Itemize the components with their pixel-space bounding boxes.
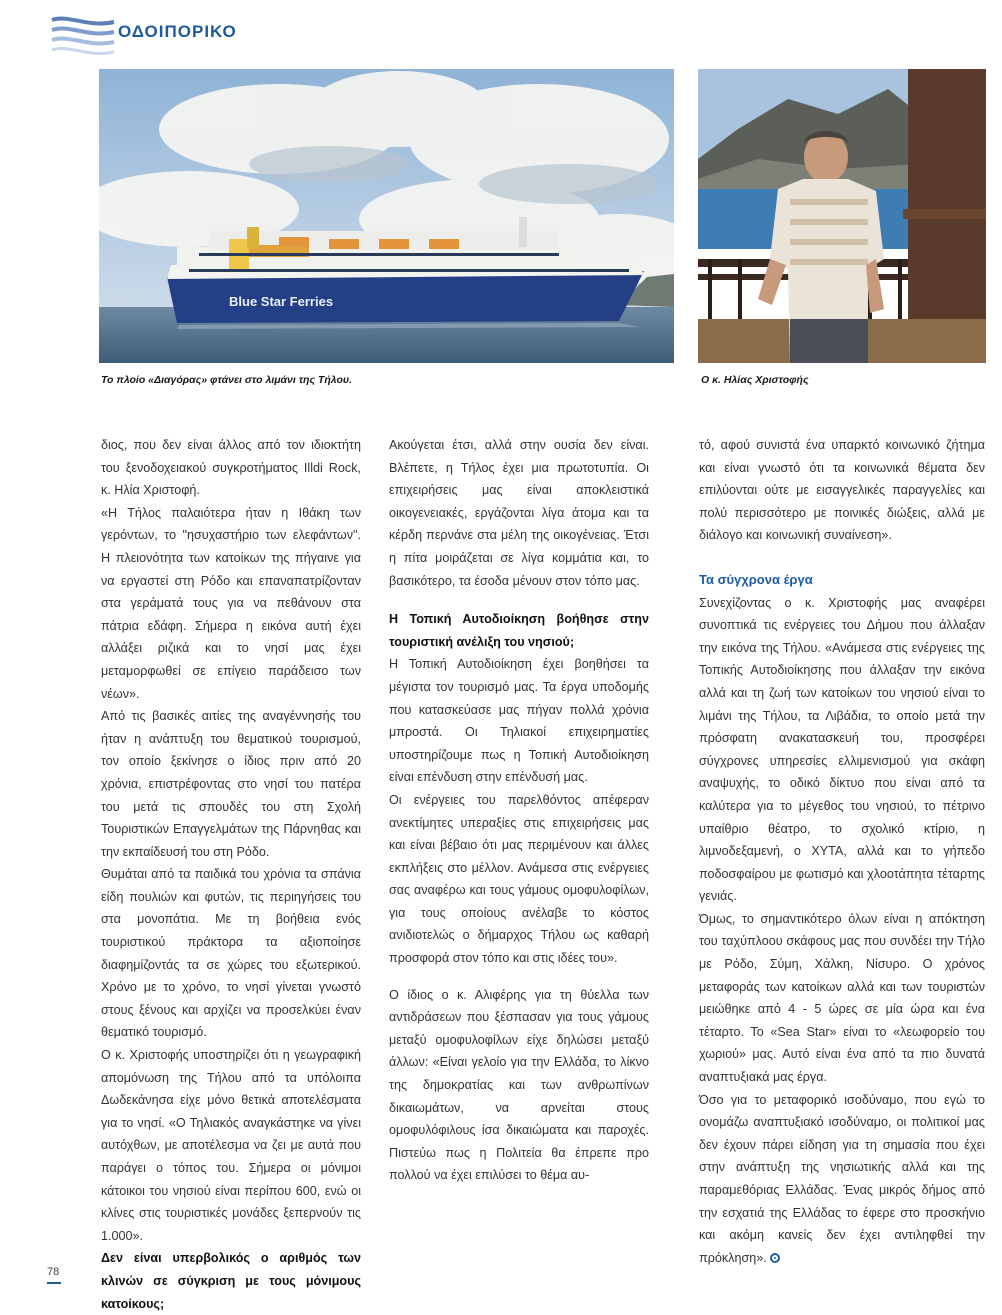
paragraph: Συνεχίζοντας ο κ. Χριστοφής μας αναφέρει συνοπτικά τις ενέργειες του Δήμου που άλλαξαν την εικόνα της Τήλου. «Ανάμεσα στις ενέργειες της Τοπικής Αυτοδιοίκησης που άλλαξαν την εικόνα αλλά και τη ζωή των κατοίκων του νησιού είναι το λιμάνι της Τήλου, τα Λιβάδια, το οποίο μετά την πρόσφατη ανακατασκευή του, προσφέρει σύγχρονες υπηρεσίες ελλιμενισμού για σκάφη αναψυχής, το οδικό δίκτυο που είναι από τα καλύτερα για το μέγεθος του νησιού, το πέτρινο υπαίθριο θέατρο, το σχολικό κτίριο, η λιμνοδεξαμενή, ο ΧΥΤΑ, αλλά και το γήπεδο ποδοσφαίρου με φωτισμό και χλοοτάπητα τέταρτης γενιάς. (699, 595, 985, 904)
paragraph (699, 1089, 985, 1270)
wave-logo-icon (48, 12, 118, 60)
page-number: 78 (47, 1266, 60, 1278)
interview-question: Δεν είναι υπερβολικός ο αριθμός των κλινών σε σύγκριση με τους μόνιμους κατοίκους; (101, 1251, 361, 1311)
end-of-article-icon (770, 1253, 780, 1263)
paragraph-text: Όσο για το μεταφορικό ισοδύναμο, που εγώ το ονομάζω αναπτυξιακό ισοδύναμο, οι πολιτικοί μας δεν έχουν πάρει είδηση για τη σημασία που έχει στην ανάπτυξη της νησιωτικής αλλά και της παραμεθόριας Ελλάδας. Ένας μικρός δήμος από την εσχατιά της Ελλάδας το έφερε στο προσκήνιο και ακόμη κανείς δεν έχει αντιληφθεί την πρόκληση». (699, 1092, 985, 1265)
text-column-2 (389, 434, 649, 1187)
paragraph: Οι ενέργειες του παρελθόντος απέφεραν ανεκτίμητες υπεραξίες στις επιχειρήσεις μας και είναι βέβαιο ότι μας περιμένουν και άλλες εκπλήξεις στο μέλλον. Ανάμεσα στις ενέργειες σας αναφέρω και τους γάμους ομοφυλοφίλων, για τους οποίους ανέλαβε το κόστος ανιδιοτελώς ο δήμαρχος Τήλου ως καθαρή προσφορά στον τόπο και στις ιδέες του». (389, 792, 649, 966)
paragraph: Η Τοπική Αυτοδιοίκηση έχει βοηθήσει τα μέγιστα τον τουρισμό μας. Τα έργα υποδομής που κατασκεύασε μας πήγαν πολλά χρόνια μπροστά. Οι Τηλιακοί επιχειρηματίες υποστηρίζουμε πως η Τοπική Αυτοδιοίκηση είναι επένδυση στην επένδυσή μας. (389, 657, 649, 785)
text-column-1 (101, 434, 361, 1315)
footer-divider (47, 1282, 61, 1284)
portrait-photo (698, 69, 986, 363)
paragraph: Από τις βασικές αιτίες της αναγέννησής του ήταν η ανάπτυξη του θεματικού τουρισμού, τον οποίο ξεκίνησε ο ίδιος πριν από 20 χρόνια, επιστρέφοντας στο νησί του πατέρα του μετά τις σπουδές του στη Σχολή Τουριστικών Επαγγελμάτων της Πάρνηθας και την εκπαίδευσή του στη Ρόδο. (101, 709, 361, 859)
paragraph: Ο κ. Χριστοφής υποστηρίζει ότι η γεωγραφική απομόνωση της Τήλου από τα υπόλοιπα Δωδεκάνησα είχε μόνο θετικά αποτελέσματα για το νησί. «Ο Τηλιακός αναγκάστηκε να γίνει αυτόχθων, με αποτέλεσμα να ζει με αυτά που παράγει ο τόπος του. Σήμερα οι μόνιμοι κάτοικοι του νησιού είναι περίπου 600, ενώ οι κλίνες στις τουριστικές μονάδες ξεπερνούν τις 1.000». (101, 1048, 361, 1243)
section-header (48, 12, 348, 62)
paragraph: τό, αφού συνιστά ένα υπαρκτό κοινωνικό ζήτημα και είναι γνωστό ότι τα κοινωνικά θέματα δεν επιλύονται ούτε με εισαγγελικές παραγγελίες και πολύ περισσότερο με ποινικές διώξεις, αλλά με διάλογο και κοινωνική συναίνεση». (699, 438, 985, 543)
section-title: ΟΔΟΙΠΟΡΙΚΟ (118, 22, 237, 41)
interview-question: Η Τοπική Αυτοδιοίκηση βοήθησε στην τουριστική ανέλιξη του νησιού; (389, 612, 649, 649)
ferry-photo (99, 69, 674, 363)
portrait-caption: Ο κ. Ηλίας Χριστοφής (701, 374, 809, 386)
paragraph: Ο ίδιος ο κ. Αλιφέρης για τη θύελλα των αντιδράσεων που ξέσπασαν για τους γάμους μεταξύ ομοφυλοφίλων είχε δηλώσει μεταξύ άλλων: «Είναι γελοίο για την Ελλάδα, το λίκνο της δημοκρατίας και των ανθρωπίνων δικαιωμάτων, να αρνείται στους ομοφυλόφιλους ίσα δικαιώματα και παροχές. Πιστεύω πως η Πολιτεία θα έπρεπε προ πολλού να έχει επιλύσει το θέμα αυ- (389, 987, 649, 1183)
paragraph: διος, που δεν είναι άλλος από τον ιδιοκτήτη του ξενοδοχειακού συγκροτήματος Illdi Rock, κ. Ηλία Χριστοφή. (101, 438, 361, 498)
subheading: Τα σύγχρονα έργα (699, 571, 813, 587)
paragraph: Θυμάται από τα παιδικά του χρόνια τα σπάνια είδη πουλιών και φυτών, τις περιηγήσεις του στα μονοπάτια. Με τη βοήθεια ενός τουριστικού πράκτορα τα αξιοποίησε διαφημίζοντάς τα σε χώρες του εξωτερικού. Χρόνο με το χρόνο, το νησί γίνεται γνωστό στους ξένους και αρχίζει να προσελκύει έναν θεματικό τουρισμό. (101, 867, 361, 1040)
paragraph: Όμως, το σημαντικότερο όλων είναι η απόκτηση του ταχύπλοου σκάφους μας που συνδέει την Τήλο με Ρόδο, Σύμη, Χάλκη, Νίσυρο. Ο χρόνος μεταφοράς των κατοίκων αλλά και των τουριστών μειώθηκε από 4 - 5 ώρες σε μία ώρα και ένα τέταρτο. Το «Sea Star» είναι το «λεωφορείο του χωριού» μας. Αυτό είναι ένα από τα πιο δυνατά αναπτυξιακά μας έργα. (699, 911, 985, 1085)
text-column-3 (699, 434, 985, 1269)
hull-text: Blue Star Ferries (229, 294, 334, 309)
ferry-caption: Το πλοίο «Διαγόρας» φτάνει στο λιμάνι της Τήλου. (101, 374, 352, 386)
paragraph: «Η Τήλος παλαιότερα ήταν η Ιθάκη των γερόντων, το "ησυχαστήριο των ελεφάντων". Η πλειονότητα των κατοίκων της πήγαινε για να εργαστεί στη Ρόδο και επαναπατρίζονταν στα γεράματά τους για να πεθάνουν στα πάτρια εδάφη. Σήμερα η εικόνα αυτή έχει αλλάξει ριζικά και το νησί μας έχει μεταμορφωθεί σε επίγειο παράδεισο των νέων». (101, 505, 361, 701)
paragraph: Ακούγεται έτσι, αλλά στην ουσία δεν είναι. Βλέπετε, η Τήλος έχει μια πρωτοτυπία. Οι επιχειρήσεις μας είναι αποκλειστικά οικογενειακές, εργάζονται λίγα άτομα και τα κέρδη περνάνε στα μέλη της οικογένειας. Έτσι η πίτα μοιράζεται σε λίγα κομμάτια και, το βασικότερο, τα έσοδα μένουν στον τόπο μας. (389, 438, 649, 588)
